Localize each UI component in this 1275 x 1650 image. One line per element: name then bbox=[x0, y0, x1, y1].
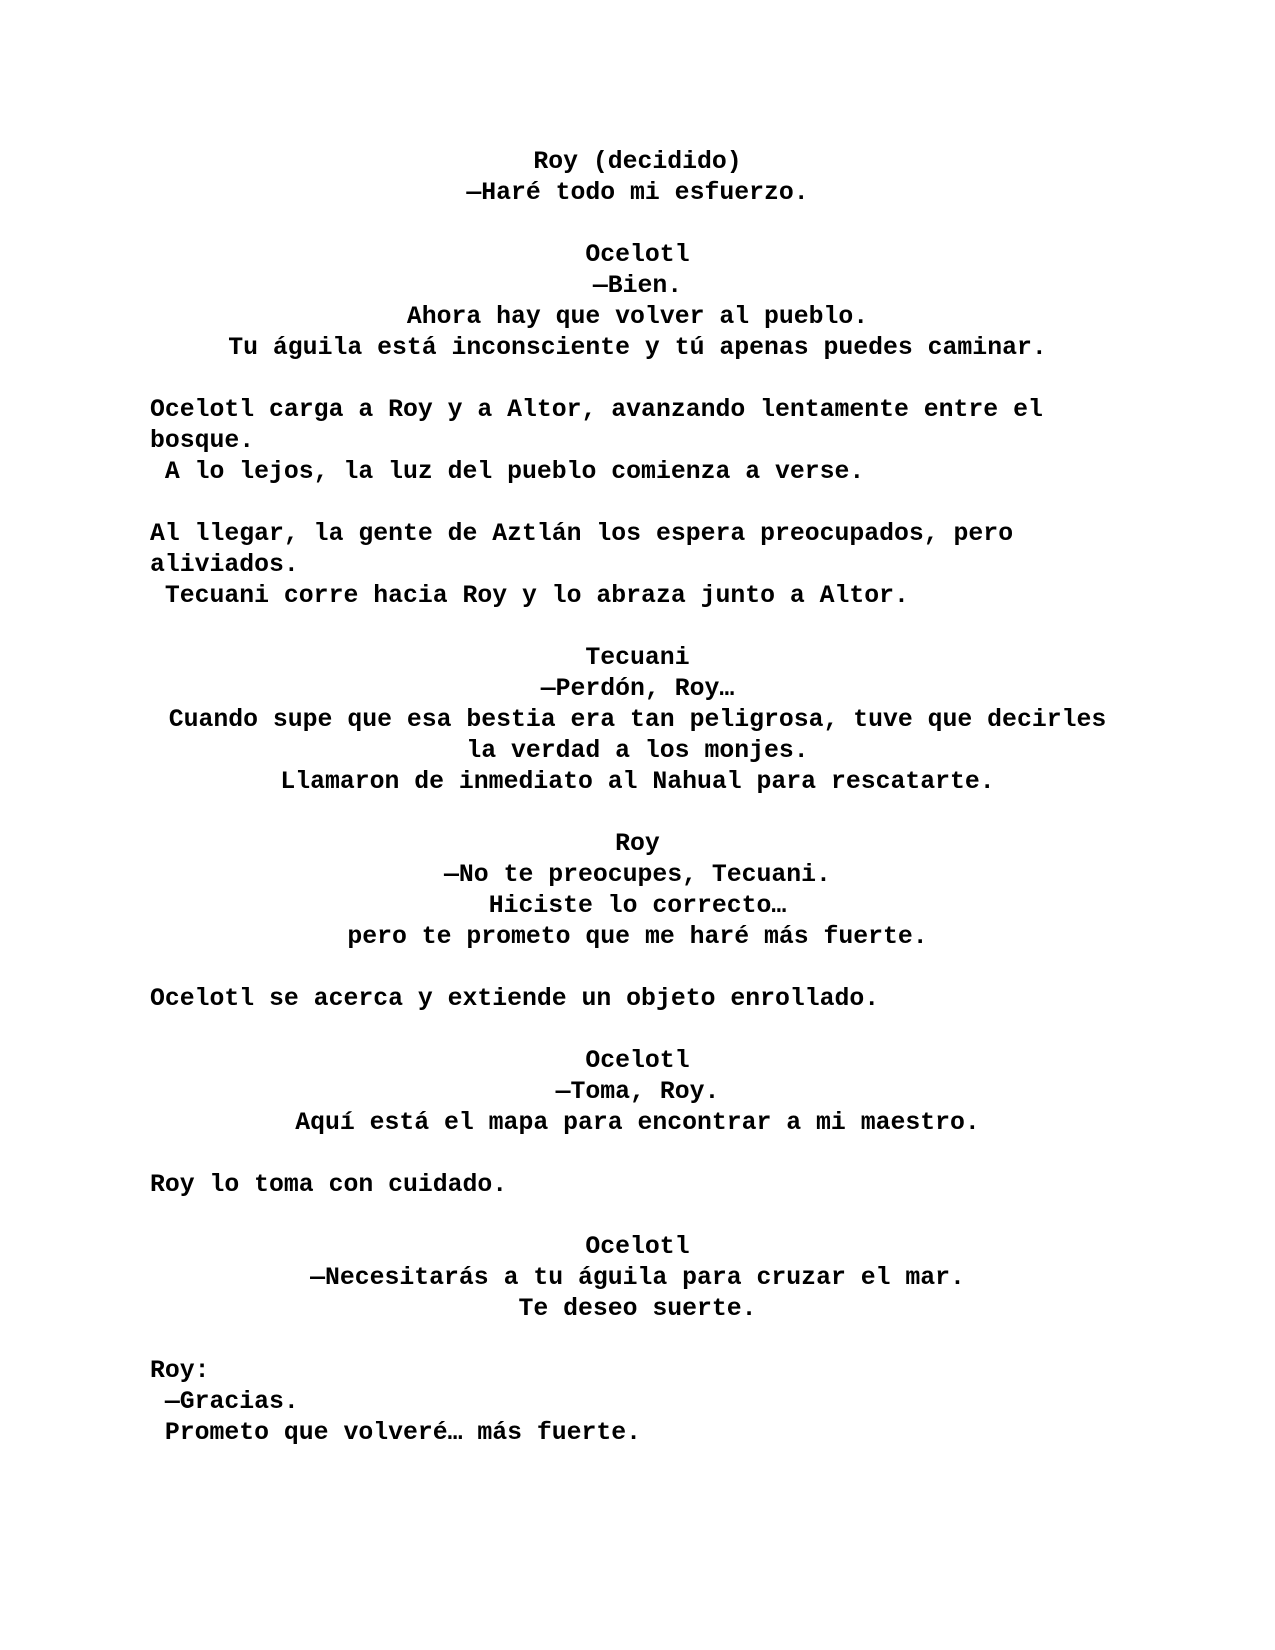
dialogue-line: pero te prometo que me haré más fuerte. bbox=[347, 923, 928, 951]
dialogue-line: —Gracias. bbox=[150, 1388, 299, 1416]
action-line: aliviados. bbox=[150, 551, 299, 579]
dialogue-line: Tu águila está inconsciente y tú apenas puedes caminar. bbox=[228, 334, 1047, 362]
character-cue: Roy (decidido) bbox=[533, 148, 742, 176]
action-block bbox=[150, 519, 1125, 612]
dialogue-line: Cuando supe que esa bestia era tan peligrosa, tuve que decirles bbox=[168, 706, 1107, 734]
character-cue: Roy: bbox=[150, 1357, 210, 1385]
dialogue-block bbox=[150, 1046, 1125, 1139]
dialogue-line: —Perdón, Roy… bbox=[540, 675, 735, 703]
action-line: Roy lo toma con cuidado. bbox=[150, 1171, 508, 1199]
dialogue-block bbox=[150, 643, 1125, 798]
character-cue: Ocelotl bbox=[585, 1233, 690, 1261]
dialogue-block bbox=[150, 240, 1125, 364]
dialogue-line: —Haré todo mi esfuerzo. bbox=[466, 179, 809, 207]
dialogue-line: Te deseo suerte. bbox=[518, 1295, 757, 1323]
dialogue-line: la verdad a los monjes. bbox=[466, 737, 809, 765]
dialogue-line: Llamaron de inmediato al Nahual para rescatarte. bbox=[280, 768, 995, 796]
dialogue-block bbox=[150, 1356, 1125, 1449]
action-line: Tecuani corre hacia Roy y lo abraza junto a Altor. bbox=[150, 582, 909, 610]
dialogue-line: Aquí está el mapa para encontrar a mi maestro. bbox=[295, 1109, 980, 1137]
dialogue-block bbox=[150, 1232, 1125, 1325]
action-line: Ocelotl carga a Roy y a Altor, avanzando lentamente entre el bbox=[150, 396, 1043, 424]
dialogue-line: Ahora hay que volver al pueblo. bbox=[406, 303, 869, 331]
character-cue: Roy bbox=[615, 830, 660, 858]
action-block bbox=[150, 395, 1125, 488]
action-line: Ocelotl se acerca y extiende un objeto enrollado. bbox=[150, 985, 880, 1013]
character-cue: Ocelotl bbox=[585, 241, 690, 269]
action-block bbox=[150, 984, 1125, 1015]
dialogue-line: —Necesitarás a tu águila para cruzar el mar. bbox=[310, 1264, 965, 1292]
dialogue-line: —Toma, Roy. bbox=[555, 1078, 720, 1106]
dialogue-block bbox=[150, 829, 1125, 953]
character-cue: Tecuani bbox=[585, 644, 690, 672]
dialogue-line: —No te preocupes, Tecuani. bbox=[444, 861, 831, 889]
character-cue: Ocelotl bbox=[585, 1047, 690, 1075]
action-line: bosque. bbox=[150, 427, 255, 455]
action-block bbox=[150, 1170, 1125, 1201]
dialogue-line: Prometo que volveré… más fuerte. bbox=[150, 1419, 642, 1447]
dialogue-block bbox=[150, 147, 1125, 209]
action-line: A lo lejos, la luz del pueblo comienza a verse. bbox=[150, 458, 865, 486]
action-line: Al llegar, la gente de Aztlán los espera preocupados, pero bbox=[150, 520, 1014, 548]
dialogue-line: Hiciste lo correcto… bbox=[488, 892, 787, 920]
dialogue-line: —Bien. bbox=[592, 272, 683, 300]
